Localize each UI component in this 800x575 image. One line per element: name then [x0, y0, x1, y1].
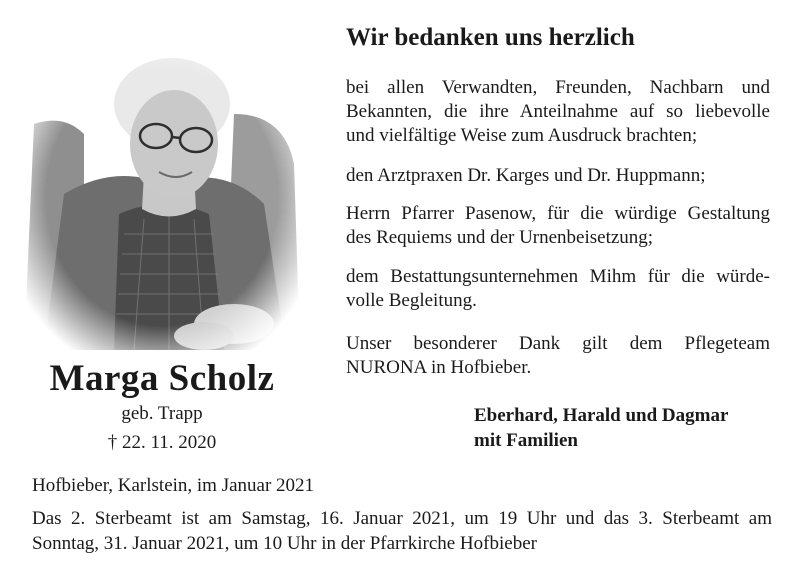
text-line: bei allen Verwandten, Freunden, Nachbarn und	[346, 77, 770, 98]
text-line: den Arztpraxen Dr. Karges und Dr. Huppmann;	[346, 165, 706, 186]
thanks-heading: Wir bedanken uns herzlich	[346, 24, 635, 51]
text-line: NURONA in Hofbieber.	[346, 357, 532, 378]
thanks-paragraph-funeral-home	[346, 265, 770, 313]
thanks-paragraph-doctors	[346, 164, 770, 188]
deceased-name: Marga Scholz	[49, 358, 275, 399]
place-date: Hofbieber, Karlstein, im Januar 2021	[32, 475, 315, 496]
text-line: Herrn Pfarrer Pasenow, für die würdige Gestaltung	[346, 203, 770, 224]
portrait-photo	[24, 44, 300, 350]
text-line: Das 2. Sterbeamt ist am Samstag, 16. Januar 2021, um 19 Uhr und das 3. Sterbeamt am	[32, 508, 772, 529]
signature-line: mit Familien	[474, 430, 578, 451]
text-line: dem Bestattungsunternehmen Mihm für die würde-	[346, 266, 770, 287]
death-date: † 22. 11. 2020	[107, 432, 217, 453]
signature-line: Eberhard, Harald und Dagmar	[474, 405, 729, 426]
service-notice	[32, 506, 772, 556]
text-line: Sonntag, 31. Januar 2021, um 10 Uhr in der Pfarrkirche Hofbieber	[32, 533, 537, 554]
portrait-photo-icon	[24, 44, 300, 350]
thanks-paragraph-relatives	[346, 76, 770, 148]
text-line: Unser besonderer Dank gilt dem Pflegeteam	[346, 333, 770, 354]
text-line: und vielfältige Weise zum Ausdruck brachten;	[346, 125, 698, 146]
text-line: des Requiems und der Urnenbeisetzung;	[346, 227, 654, 248]
maiden-name: geb. Trapp	[121, 403, 203, 424]
thanks-paragraph-priest	[346, 202, 770, 250]
signature	[474, 403, 728, 453]
text-line: volle Begleitung.	[346, 290, 477, 311]
text-line: Bekannten, die ihre Anteilnahme auf so liebevolle	[346, 101, 770, 122]
thanks-paragraph-care-team	[346, 332, 770, 380]
